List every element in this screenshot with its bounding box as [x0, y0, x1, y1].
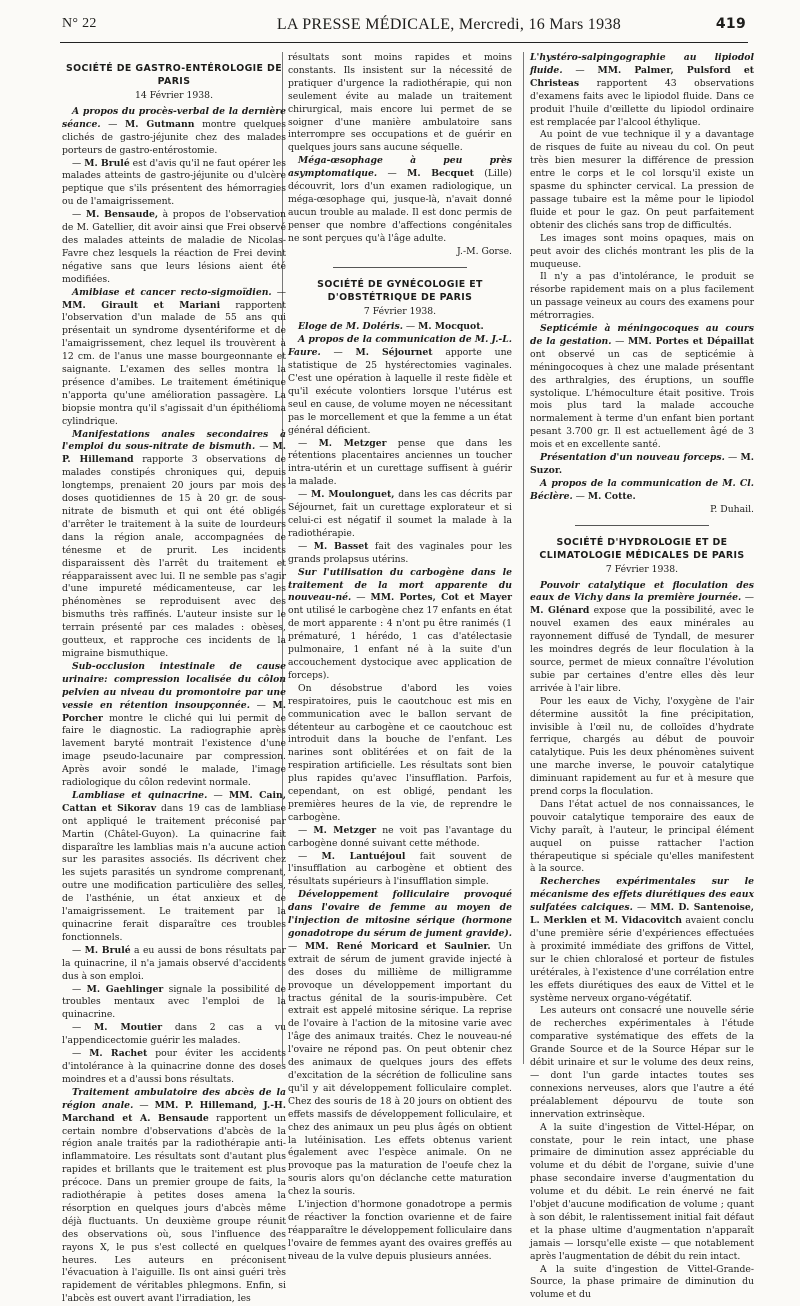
paragraph: résultats sont moins rapides et moins constants. Ils insistent sur la nécessité de pratiquer d'urgence la radiothérapie, qui non seulement évite au malade un traitement chirurgical, mais encore lui permet de se soigner d'une manière ambulatoire sans interrompre ses occupations et de guérir en quelques jours sans aucune séquelle. — [288, 52, 512, 154]
paragraph: — M. Metzger pense que dans les rétentions placentaires anciennes un toucher intra-utérin et un curettage suffisent à guérir la malade. — [288, 437, 512, 488]
column-1 — [62, 52, 286, 1306]
paragraph: A la suite d'ingestion de Vittel-Grande-Source, la phase primaire de diminution du volume et du — [530, 1263, 754, 1301]
article: Développement folliculaire provoqué dans l'ovaire de femme au moyen de l'injection de mitosine sérique (hormone gonadotrope du sérum de jument gravide). — MM. René Moricard et Saulnier. Un extrait de sérum de jument gravide injecté à des doses du millième de milligramme provoque un développement important du tractus génital de la souris-impubère. Cet extrait est appelé mitosine sérique. La reprise de l'ovaire à l'action de la mitosine varie avec l'âge des animaux traités. Chez le nouveau-né l'ovaire ne répond pas. On peut obtenir chez des animaux de quelques jours des effets d'excitation de la sécrétion de folliculine sans qu'il y ait développement folliculaire complet. Chez des souris de 18 à 20 jours on obtient des effets massifs de développement folliculaire, et chez des animaux un peu plus âgés on obtient la lutéinisation. Les effets obtenus varient également avec l'espèce animale. On ne provoque pas la maturation de l'oeufe chez la souris alors qu'on déclanche cette maturation chez la souris. — [288, 889, 512, 1198]
article: Amibiase et cancer recto-sigmoïdien. — MM. Girault et Mariani rapportent l'observation d'un malade de 55 ans qui présentait un syndrome dysentériforme et de l'amaigrissement, chez lequel ils trouvèrent à 12 cm. de l'anus une masse bourgeonnante et saignante. L'examen des selles montra la présence d'amibes. Le traitement émétinique n'apporta qu'une amélioration passagère. La biopsie montra qu'il s'agissait d'un épithélioma cylindrique. — [62, 286, 286, 427]
article: A propos de la communication de M. Cl. Béclère. — M. Cotte. — [530, 477, 754, 502]
paragraph: — M. Brulé a eu aussi de bons résultats par la quinacrine, il n'a jamais observé d'accidents dus à son emploi. — [62, 944, 287, 982]
session-date: 7 Février 1938. — [605, 563, 679, 575]
paragraph: Dans l'état actuel de nos connaissances, le pouvoir catalytique temporaire des eaux de Vichy paraît, à l'auteur, le principal élément auquel on puisse rattacher l'action thérapeutique si spéciale qu'elles manifestent à la source. — [530, 798, 754, 875]
session-date: 14 Février 1938. — [134, 90, 214, 101]
paragraph: Pour les eaux de Vichy, l'oxygène de l'air détermine aussitôt la fine précipitation, invisible à l'œil nu, de colloïdes d'hydrate ferrique, chargés au début de pouvoir catalytique. Puis les deux phénomènes suivent une marche inverse, le pouvoir catalytique diminuant rapidement au fur et à mesure que prend corps la floculation. — [530, 695, 754, 798]
paragraph: — M. Basset fait des vaginales pour les grands prolapsus utérins. — [288, 540, 512, 565]
society-heading: SOCIÉTÉ D'HYDROLOGIE ET DE CLIMATOLOGIE MÉDICALES DE PARIS — [539, 536, 745, 561]
paragraph: Les images sont moins opaques, mais on peut avoir des clichés montrant les plis de la muqueuse. — [530, 232, 754, 270]
article: Eloge de M. Doléris. — M. Mocquot. — [298, 321, 484, 333]
header-rule — [60, 42, 748, 43]
article: A propos du procès-verbal de la dernière séance. — M. Gutmann montre quelques clichés de gastro-jéjunite chez des malades porteurs de gastro-entérostomie. — [62, 105, 286, 156]
paragraph: — M. Brulé est d'avis qu'il ne faut opérer les malades atteints de gastro-jéjunite ou d'ulcère peptique que s'ils présentent des hémorragies ou de l'amaigrissement. — [62, 157, 286, 208]
article: Lambliase et quinacrine. — MM. Cain, Cattan et Sikorav dans 19 cas de lambliase ont appliqué le traitement préconisé par Martin (Châtel-Guyon). La quinacrine fait disparaître les lamblias mais n'a aucune action sur les parasites associés. Ils décrivent chez les sujets parasités un syndrome comprenant, outre une modification particulière des selles, de l'asthénie, un état anxieux et de l'amaigrissement. Le traitement par la quinacrine ferait disparaître ces troubles fonctionnels. — [62, 789, 286, 943]
paragraph: L'injection d'hormone gonadotrope a permis de réactiver la fonction ovarienne et de faire réapparaître le développement folliculaire dans l'ovaire de femmes ayant des ovaires greffés au niveau de la vulve depuis plusieurs années. — [288, 1199, 512, 1262]
article: Traitement ambulatoire des abcès de la région anale. — MM. P. Hillemand, J.-H. Marchand et A. Bensaude rapportent un certain nombre d'observations d'abcès de la région anale traités par la radiothérapie anti-inflammatoire. Les résultats sont d'autant plus rapides et brillants que le traitement est plus précoce. Dans un premier groupe de faits, la radiothérapie à petites doses amena la résorption en quelques jours d'abcès même déjà fluctuants. Un deuxième groupe réunit des observations où, sous l'influence des rayons X, le pus s'est collecté en quelques heures. Les auteurs en préconisent l'évacuation à l'aiguille. Ils ont ainsi guéri très rapidement de véritables phlegmons. Enfin, si l'abcès est ouvert avant l'irradiation, les — [62, 1086, 286, 1305]
article: Pouvoir catalytique et floculation des eaux de Vichy dans la première journée. — M. Glénard expose que la possibilité, avec le nouvel examen des eaux minérales au rayonnement diffusé de Tyndall, de mesurer les moindres degrés de leur floculation à la source, permet de mieux connaître l'évolution subie par certaines d'entre elles dès leur arrivée à l'air libre. — [530, 579, 754, 694]
column-3 — [530, 52, 754, 1302]
paragraph: Il n'y a pas d'intolérance, le produit se résorbe rapidement mais on a plus facilement un passage veineux au cours des examens pour métrorragies. — [530, 271, 754, 322]
society-heading: SOCIÉTÉ DE GYNÉCOLOGIE ET D'OBSTÉTRIQUE DE PARIS — [317, 278, 483, 303]
article: Sur l'utilisation du carbogène dans le traitement de la mort apparente du nouveau-né. — MM. Portes, Cot et Mayer ont utilisé le carbogène chez 17 enfants en état de mort apparente : 4 n'ont pu être ranimés (1 prématuré, 1 hérédo, 1 cas d'atélectasie pulmonaire, 1 enfant né à la suite d'un accouchement dystocique avec application de forceps). — [288, 566, 512, 681]
article: Manifestations anales secondaires à l'emploi du sous-nitrate de bismuth. — M. P. Hillemand rapporte 3 observations de malades constipés chroniques qui, depuis longtemps, prenaient 20 jours par mois des doses quotidiennes de 15 à 20 gr. de sous-nitrate de bismuth et qui ont été obligés d'arrêter le traitement à la suite de lourdeurs dans la région anale, accompagnées de ténesme et de prurit. Les incidents disparaissent dès l'arrêt du traitement et réapparaissent avec lui. Il ne semble pas s'agir d'une impureté médicamenteuse, car les phénomènes se reproduisent avec des bismuths très raffinés. L'auteur insiste sur le terrain présenté par ces malades : obèses, goutteux, et rapproche ces incidents de la migraine bismuthique. — [62, 428, 286, 659]
paragraph: A la suite d'ingestion de Vittel-Hépar, on constate, pour le rein intact, une phase primaire de diminution assez appréciable du volume et du débit de l'organe, suivie d'une phase secondaire inverse d'augmentation du volume et du débit. Le rein énervé ne fait l'objet d'aucune modification de volume ; quant à son débit, le ralentissement initial fait défaut et la phase ultime d'augmentation n'apparaît jamais — lorsqu'elle existe — que notablement après l'augmentation de débit du rein intact. — [530, 1121, 754, 1262]
page-header — [62, 16, 746, 42]
article: Recherches expérimentales sur le mécanisme des effets diurétiques des eaux sulfatées calciques. — MM. D. Santenoise, L. Merklen et M. Vidacovitch avaient conclu d'une première série d'expériences effectuées à proximité immédiate des griffons de Vittel, sur le chien chloralosé et porteur de fistules urétérales, à l'existence d'une corrélation entre les effets diurétiques des eaux de Vittel et le système nerveux organo-végétatif. — [530, 876, 754, 1004]
paragraph: Les auteurs ont consacré une nouvelle série de recherches expérimentales à l'étude comparative systématique des effets de la Grande Source et de la Source Hépar sur le débit urinaire et sur le volume des deux reins, — dont l'un garde intactes toutes ses connexions nerveuses, alors que l'autre a été préalablement dépourvu de toute son innervation extrinsèque. — [530, 1005, 754, 1120]
page-number: 419 — [715, 16, 746, 32]
article: Sub-occlusion intestinale de cause urinaire: compression localisée du côlon pelvien au niveau du promontoire par une vessie en rétention insoupçonnée. — M. Porcher montre le cliché qui lui permit de faire le diagnostic. La radiographie après lavement baryté montrait l'existence d'une image pseudo-lacunaire par compression. Après avoir sondé le malade, l'image radiologique du côlon redevint normale. — [62, 660, 286, 789]
issue-number: N° 22 — [62, 16, 97, 31]
paragraph: — M. Bensaude, à propos de l'observation de M. Gatellier, dit avoir ainsi que Frei observé des malades atteints de maladie de Nicolas-Favre chez lesquels la réaction de Frei devint négative sans que leurs lésions aient été modifiées. — [62, 209, 286, 285]
paragraph: — M. Rachet pour éviter les accidents d'intolérance à la quinacrine donne des doses moindres et a d'aussi bons résultats. — [62, 1048, 286, 1085]
paragraph: — M. Moutier dans 2 cas a vu l'appendicectomie guérir les malades. — [62, 1022, 286, 1047]
paragraph: — M. Metzger ne voit pas l'avantage du carbogène donné suivant cette méthode. — [288, 824, 512, 849]
session-date: 7 Février 1938. — [363, 305, 437, 317]
section-divider — [575, 525, 709, 526]
section-divider — [333, 267, 467, 268]
signature: J.-M. Gorse. — [457, 245, 512, 257]
journal-title: LA PRESSE MÉDICALE, Mercredi, 16 Mars 1938 — [276, 16, 621, 33]
paragraph: Au point de vue technique il y a davantage de risques de fuite au niveau du col. On peut très bien mesurer la différence de pression entre le corps et le col lorsqu'il existe un spasme du sphincter cervical. La pression de passage tubaire est la même pour le lipiodol fluide et pour le gaz. On peut parfaitement obtenir des clichés sans trop de difficultés. — [530, 129, 754, 231]
article: A propos de la communication de M. J.-L. Faure. — M. Séjournet apporte une statistique de 25 hystérectomies vaginales. C'est une opération à laquelle il reste fidèle et qu'il exécute volontiers lorsque l'utérus est seul en cause, de volume moyen ne nécessitant pas le morcellement et que la femme a un état général déficient. — [288, 334, 512, 436]
column-separator — [523, 52, 524, 1064]
signature: P. Duhail. — [710, 503, 754, 515]
paragraph: — M. Lantuéjoul fait souvent de l'insufflation au carbogène et obtient des résultats supérieurs à l'insufflation simple. — [288, 850, 512, 888]
society-heading: SOCIÉTÉ DE GASTRO-ENTÉROLOGIE DE PARIS — [65, 63, 283, 87]
article: Septicémie à méningocoques au cours de la gestation. — MM. Portes et Dépaillat ont observé un cas de septicémie à méningocoques à chez une malade présentant des arthralgies, des éruptions, un souffle systolique. L'hémoculture était positive. Trois mois plus tard la malade accouche normalement à terme d'un enfant bien portant pesant 3.700 gr. Il est actuellement âgé de 3 mois et en excellente santé. — [530, 323, 755, 451]
article: L'hystéro-salpingographie au lipiodol fluide. — MM. Palmer, Pulsford et Christeas rapportent 43 observations d'examens faits avec le lipiodol fluide. Dans ce produit l'huile d'œillette du lipiodol ordinaire est remplacée par l'alcool éthylique. — [530, 52, 754, 128]
article: Présentation d'un nouveau forceps. — M. Suzor. — [530, 452, 754, 476]
paragraph: On désobstrue d'abord les voies respiratoires, puis le caoutchouc est mis en communication avec le ballon servant de détenteur au carbogène et ce caoutchouc est introduit dans la bouche de l'enfant. Les narines sont oblitérées et on fait de la respiration artificielle. Les résultats sont bien plus rapides qu'avec l'insufflation. Parfois, cependant, on est obligé, pendant les premières heures de la vie, de reprendre le carbogène. — [288, 682, 512, 823]
article: Méga-œsophage à peu près asymptomatique. — M. Becquet (Lille) découvrit, lors d'un examen radiologique, un méga-œsophage qui, jusque-là, n'avait donné aucun trouble au malade. Il est donc permis de penser que nombre d'affections congénitales ne sont perçues qu'à l'âge adulte. — [288, 155, 512, 244]
paragraph: — M. Gaehlinger signale la possibilité de troubles mentaux avec l'emploi de la quinacrine. — [62, 983, 286, 1021]
paragraph: — M. Moulonguet, dans les cas décrits par Séjournet, fait un curettage explorateur et si celui-ci est négatif il soumet la malade à la radiothérapie. — [288, 489, 512, 539]
